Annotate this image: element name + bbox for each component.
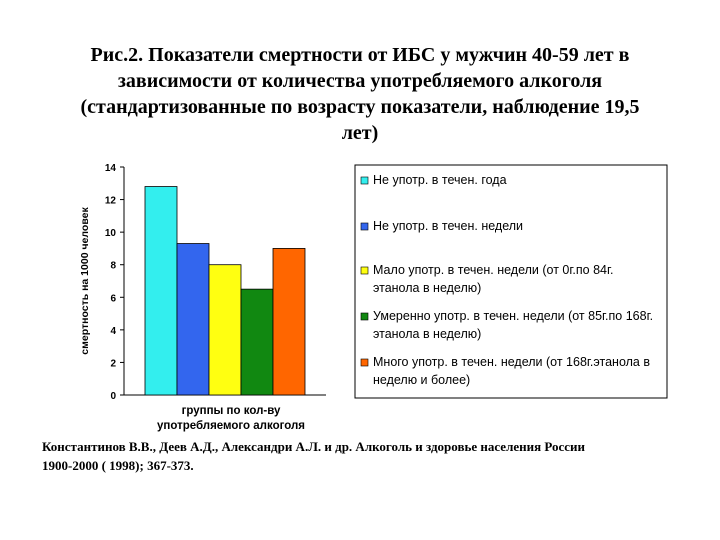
title-line: зависимости от количества употребляемого алкоголя: [117, 70, 603, 92]
y-tick-label: 10: [104, 228, 116, 240]
source-line: Константинов В.В., Деев А.Д., Александри А.Л. и др. Алкоголь и здоровье населения России: [42, 439, 586, 454]
title-line: лет): [341, 122, 379, 144]
bar: [209, 265, 241, 395]
title-line: Рис.2. Показатели смертности от ИБС у мужчин 40-59 лет в: [90, 44, 630, 66]
legend-label: Много употр. в течен. недели (от 168г.этанола в: [373, 355, 650, 369]
legend-label: Мало употр. в течен. недели (от 0г.по 84г.: [373, 263, 614, 277]
bar: [177, 244, 209, 395]
bar-chart: [70, 155, 670, 435]
legend-label: Умеренно употр. в течен. недели (от 85г.по 168г.: [373, 309, 654, 323]
y-axis-label: смертность на 1000 человек: [79, 207, 91, 355]
legend-swatch: [361, 177, 368, 184]
legend-label: этанола в неделю): [373, 327, 482, 341]
bar: [145, 187, 177, 395]
legend-swatch: [361, 223, 368, 230]
source-citation: [42, 437, 692, 475]
y-tick-label: 2: [110, 358, 116, 370]
bar: [273, 248, 305, 395]
legend-swatch: [361, 313, 368, 320]
x-axis-label: употребляемого алкоголя: [156, 420, 306, 432]
x-axis-label: группы по кол-ву: [181, 405, 281, 417]
legend-swatch: [361, 359, 368, 366]
source-line: 1900-2000 ( 1998); 367-373.: [42, 458, 194, 473]
legend-label: Не употр. в течен. года: [373, 173, 507, 187]
y-tick-label: 12: [104, 195, 116, 207]
legend-label: неделю и более): [373, 373, 471, 387]
title-line: (стандартизованные по возрасту показатели, наблюдение 19,5: [80, 96, 640, 118]
y-tick-label: 8: [110, 260, 116, 272]
y-tick-label: 14: [104, 163, 116, 174]
y-tick-label: 0: [110, 391, 116, 402]
chart-title: [40, 42, 680, 146]
legend-swatch: [361, 267, 368, 274]
y-tick-label: 4: [110, 325, 116, 337]
legend-label: Не употр. в течен. недели: [373, 219, 524, 233]
legend-label: этанола в неделю): [373, 281, 482, 295]
bar: [241, 289, 273, 395]
y-tick-label: 6: [110, 293, 116, 305]
